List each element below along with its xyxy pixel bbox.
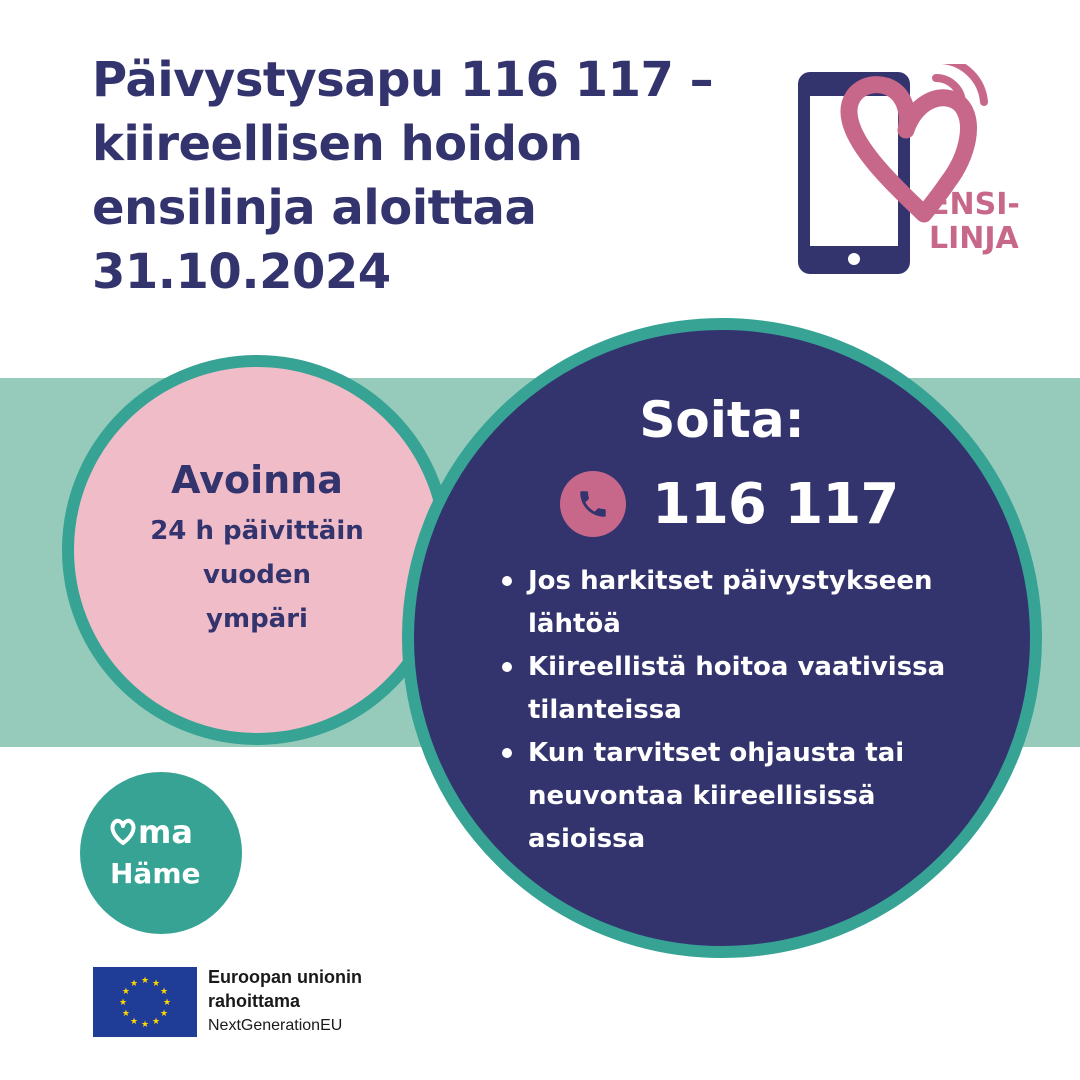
phone-heart-icon bbox=[786, 64, 1056, 284]
phone-number-row[interactable] bbox=[560, 466, 898, 542]
title-line: kiireellisen hoidon bbox=[92, 116, 583, 172]
ensilinja-line2: LINJA bbox=[929, 221, 1019, 256]
open-hours-line: 24 h päivittäin bbox=[150, 516, 364, 546]
heart-o-icon bbox=[108, 817, 138, 847]
phone-icon bbox=[560, 471, 626, 537]
title-line: Päivystysapu 116 117 – bbox=[92, 52, 714, 108]
list-item: Kun tarvitset ohjausta tai neuvontaa kiireellisissä asioissa bbox=[498, 732, 978, 861]
eu-star-icon: ★ bbox=[151, 978, 161, 989]
eu-line1: Euroopan unionin bbox=[208, 967, 362, 987]
oma-hame-logo bbox=[80, 772, 242, 934]
eu-funding-text bbox=[208, 965, 362, 1039]
open-hours-heading: Avoinna bbox=[171, 458, 343, 502]
eu-line3: NextGenerationEU bbox=[208, 1017, 343, 1034]
list-item: Jos harkitset päivystykseen lähtöä bbox=[498, 560, 978, 646]
eu-star-icon: ★ bbox=[140, 1020, 150, 1030]
open-hours-text bbox=[62, 455, 452, 641]
eu-star-icon: ★ bbox=[160, 987, 169, 997]
eu-star-icon: ★ bbox=[129, 1017, 139, 1028]
ensilinja-line1: ENSI- bbox=[929, 187, 1020, 222]
title-line: ensilinja aloittaa bbox=[92, 180, 537, 236]
eu-star-icon: ★ bbox=[129, 978, 139, 989]
eu-star-icon: ★ bbox=[121, 1009, 130, 1019]
phone-number[interactable]: 116 117 bbox=[652, 471, 899, 537]
eu-star-icon: ★ bbox=[151, 1017, 161, 1028]
open-hours-line: vuoden bbox=[202, 560, 312, 590]
ensilinja-logo bbox=[786, 64, 1056, 284]
oma-word: ma bbox=[138, 813, 193, 851]
eu-star-icon: ★ bbox=[160, 1009, 169, 1019]
call-reasons-list bbox=[498, 560, 978, 861]
open-hours-line: ympäri bbox=[206, 604, 308, 634]
call-heading: Soita: bbox=[639, 391, 805, 449]
list-item: Kiireellistä hoitoa vaativissa tilanteissa bbox=[498, 646, 978, 732]
eu-line2: rahoittama bbox=[208, 991, 301, 1011]
eu-star-icon: ★ bbox=[121, 987, 130, 997]
eu-star-icon: ★ bbox=[118, 998, 128, 1008]
title-line: 31.10.2024 bbox=[92, 244, 391, 300]
eu-flag-icon bbox=[93, 967, 197, 1037]
hame-word: Häme bbox=[110, 857, 201, 890]
eu-star-icon: ★ bbox=[162, 998, 172, 1008]
eu-star-icon: ★ bbox=[140, 976, 150, 986]
page-title bbox=[92, 48, 732, 304]
